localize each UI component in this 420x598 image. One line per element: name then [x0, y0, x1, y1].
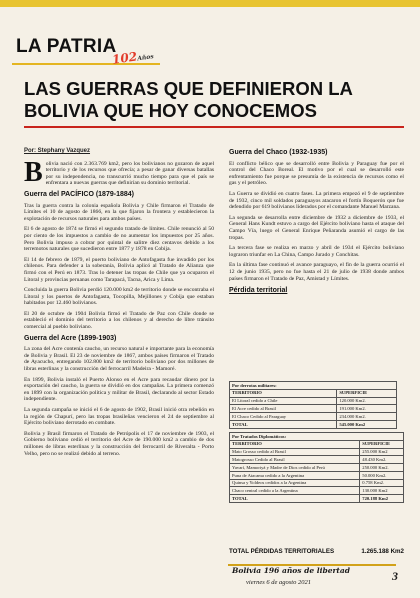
table-row: Yavarí, Mamoriyá y Madre de Dios cedido al Perú 250.000 Km2.: [230, 464, 404, 472]
masthead-name: LA PATRIA: [16, 36, 117, 57]
paragraph: La segunda campaña se inició el 6 de agosto de 1902, Brasil inició otra rebelión en la región de Chapurí, pero las tropas brasileñas vencieron el 24 de septiembre al Ejército boliviano derrotado en combate.: [24, 407, 214, 427]
page-number: 3: [392, 569, 398, 583]
top-color-bar: [0, 0, 420, 7]
table-header: TERRITORIO: [230, 389, 337, 397]
byline: Por: Stephany Vazquez: [24, 148, 91, 154]
paragraph: La segunda se desarrolla entre diciembre de 1932 a diciembre de 1933, el General Hans Kundt estuvo a cargo del Ejército boliviano hasta el ataque del Campo Vía, luego el General Enrique Peñaranda asumió el cargo de las tropas.: [229, 214, 404, 241]
table-title: Por derrotas militares:: [230, 382, 397, 390]
table-row: El Acre cedido al Brasil 191.000 Km2.: [230, 405, 397, 413]
diplomatic-losses-table: [229, 432, 404, 503]
table-row: El Litoral cedido a Chile 120.000 Km2.: [230, 397, 397, 405]
section-heading-chaco: Guerra del Chaco (1932-1935): [229, 149, 328, 156]
total-value: 1.265.188 Km2: [361, 548, 404, 555]
right-column: [229, 145, 404, 299]
paragraph: Tras la guerra contra la colonia española Bolivia y Chile firmaron el Tratado de Límites el 10 de agosto de 1866, en la que fijaron la frontera y establecieron la explotación de recursos naturales para ambos países.: [24, 202, 214, 222]
paragraph: La zona del Acre contenía caucho, un recurso natural e importante para la economía de Bolivia y Brasil. El 23 de noviembre de 1867, ambos países firmaron el Tratado de Ayacucho, entregando 102.800 km2 de territorio boliviano por dos millones de libras esterlinas y la construcción del ferrocarril Madeira - Mamoré.: [24, 346, 214, 373]
paragraph: En la última fase continuó el avance paraguayo, el fin de la guerra ocurrió el 12 de junio 1935, pero no fue hasta el 21 de julio de 1938 donde ambos países firmaron el Tratado de Paz, Amistad y Límites.: [229, 262, 404, 282]
table-header: SUPERFICIE: [337, 389, 397, 397]
table-row: Quinsa y Yoldeos cedidos a la Argentina 0.758 Km2.: [230, 479, 404, 487]
table-row: Chaco central cedido a la Argentina 130.000 Km2: [230, 487, 404, 495]
headline: LAS GUERRAS QUE DEFINIERON LA BOLIVIA QUE HOY CONOCEMOS: [24, 78, 353, 121]
section-heading-acre: Guerra del Acre (1899-1903): [24, 334, 117, 342]
total-label: TOTAL PÉRDIDAS TERRITORIALES: [229, 548, 335, 555]
paragraph: Concluida la guerra Bolivia perdió 120.000 km2 de territorio donde se encontraba el Litoral y los puertos de Antofagasta, Tocopilla, Mejillones y Cobija que estaban habitados por 12.460 bolivianos.: [24, 287, 214, 307]
dropcap: B: [24, 156, 43, 188]
masthead-edition: 102Años: [111, 49, 155, 67]
table-row-total: TOTAL 720.188 Km2: [230, 495, 404, 503]
left-column: [24, 148, 214, 461]
table-row-total: TOTAL 545.000 Km2: [230, 420, 397, 428]
paragraph: El 14 de febrero de 1879, el puerto boliviano de Antofagasta fue invadido por los chilenos. Para defender a la soberanía, Bolivia aplicó al Tratado de Alianza que firmó con el Perú en 1873. Tras lo detener las tropas de Chile que ya ocuparon el Litoral y provincias peruanas como Tarapacá, Tacna, Arica y Lima.: [24, 256, 214, 283]
section-heading-loss: Pérdida territorial: [229, 287, 288, 295]
section-heading-pacifico: Guerra del PACÍFICO (1879-1884): [24, 190, 134, 198]
footer-date: viernes 6 de agosto 2021: [246, 579, 311, 586]
footer-title: Bolivia 196 años de libertad: [232, 566, 350, 575]
military-losses-table: [229, 381, 397, 429]
table-row: Puna de Atacama cedido a la Argentina 50.000 Km2.: [230, 471, 404, 479]
paragraph: La tercera fase se realiza en marzo y abril de 1934 el Ejército boliviano lograron triunfar en La China, Campo Jurado y Conchitas.: [229, 245, 404, 258]
table-row: Matogrosso Cedido al Brasil 48.430 Km2.: [230, 456, 404, 464]
table-header: SUPERFICIE: [360, 440, 404, 448]
paragraph: El conflicto bélico que se desarrolló entre Bolivia y Paraguay fue por el control del Chaco Boreal. El motivo por el cual se desarrolló este enfrentamiento fue porque se presumía de la existencia de recursos como el gas y el petróleo.: [229, 160, 404, 187]
headline-rule: [24, 126, 404, 128]
table-row: Mato Grosso cedido al Brasil 255.000 Km2: [230, 448, 404, 456]
paragraph: Bolivia y Brasil firmaron el Tratado de Petrópolis el 17 de noviembre de 1903, el Gobierno boliviano cedió el territorio del Acre de 190.000 km2 a cambio de dos millones de libras esterlinas y la construcción del ferrocarril de Riveralta - Porto Velho, pero no se realizó debido al terreno.: [24, 430, 214, 457]
paragraph: El 20 de octubre de 1904 Bolivia firmó el Tratado de Paz con Chile donde se estableció el dominio del territorio a los chilenos y al derecho de libre tránsito comercial al pueblo boliviano.: [24, 310, 214, 331]
masthead-logo: [12, 33, 160, 65]
paragraph: En 1899, Bolivia instaló el Puerto Alonso en el Acre para recaudar dinero por la exportación del caucho, la guerra se dividió en dos campañas. La primera comenzó en 1899 con la organización política y militar de Brasil, declarando al sector Estado independiente.: [24, 376, 214, 403]
table-header: TERRITORIO: [230, 440, 360, 448]
total-losses: [229, 548, 404, 555]
table-row: El Chaco Cedido al Paraguay 234.000 Km2.: [230, 413, 397, 421]
intro-paragraph: Bolivia nació con 2.363.769 km2, pero los bolivianos no gozaron de aquel territorio y de los recursos que ofrecía; a pesar de ganar diversas batallas por su independencia, no transcurrió mucho tiempo para que el país se enfrentara a nuevas guerras que definirían su dominio territorial.: [24, 156, 214, 188]
paragraph: La Guerra se dividió en cuatro fases. La primera empezó el 9 de septiembre de 1932, cinco mil soldados paraguayos atacaron el fortín Boquerón que fue defendido por 619 bolivianos liderados por el comandante Manuel Marzana.: [229, 190, 404, 211]
paragraph: El 6 de agosto de 1874 se firmó el segundo tratado de límites. Chile renunció al 50 por ciento de los impuestos a cambio de no aumentar los impuestos por 25 años. Pero Bolivia impuso a cobrar por quintal de salitre diez centavos debido a los terremotos naturales que sucedieron entre 1877 y 1878 en Cobija.: [24, 226, 214, 253]
table-title: Por Tratados Diplomáticos:: [230, 433, 404, 441]
